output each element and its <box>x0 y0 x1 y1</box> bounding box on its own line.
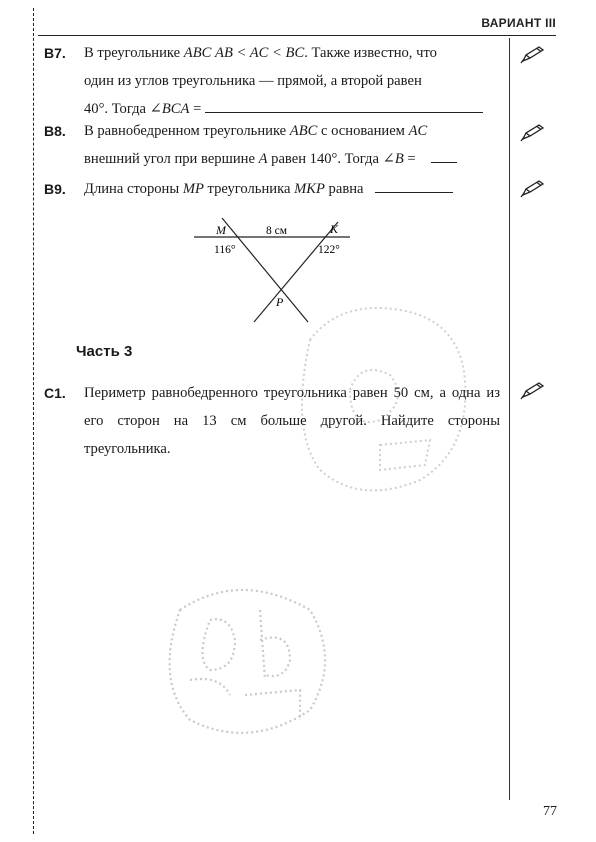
problem-text: В треугольнике <box>84 45 184 61</box>
problem-number: B9. <box>44 181 66 197</box>
math-b: B <box>394 151 404 167</box>
watermark-stamp-lower <box>150 570 340 750</box>
pen-icon <box>519 178 547 198</box>
math-ac: AC <box>408 123 428 139</box>
problem-text: 40°. Тогда ∠ <box>84 101 162 117</box>
problem-b7 <box>44 39 500 123</box>
problem-number: B7. <box>44 45 66 61</box>
problem-number: B8. <box>44 123 66 139</box>
answer-blank[interactable] <box>205 98 483 113</box>
length-label: 8 см <box>266 225 288 237</box>
problem-text: равен 140°. Тогда ∠ <box>267 151 395 167</box>
answer-blank[interactable] <box>375 178 453 193</box>
math-bca: BCA <box>161 101 190 117</box>
problem-c1 <box>44 379 500 463</box>
problem-text: равна <box>324 181 364 197</box>
page-number: 77 <box>543 804 557 819</box>
triangle-figure <box>190 218 360 328</box>
pen-icon <box>519 380 547 400</box>
answer-blank[interactable] <box>431 148 457 163</box>
header-rule <box>38 35 556 36</box>
problem-text: . Также известно, что <box>304 45 437 61</box>
problem-text: = <box>403 151 416 167</box>
math-condition: AB < AC < BC <box>215 45 305 61</box>
problem-text: = <box>189 101 202 117</box>
math-mp: MP <box>182 181 204 197</box>
problem-b9 <box>44 175 500 203</box>
pen-icon <box>519 44 547 64</box>
problem-number: C1. <box>44 385 66 401</box>
label-k: K <box>330 222 339 236</box>
problem-text: В равнобедренном треугольнике <box>84 123 290 139</box>
label-p: P <box>276 295 284 309</box>
math-a: A <box>258 151 268 167</box>
math-mkp: MKP <box>294 181 325 197</box>
problem-text: Длина стороны <box>84 181 183 197</box>
math-abc: ABC <box>289 123 318 139</box>
problem-b8 <box>44 117 500 173</box>
label-m: M <box>216 223 226 237</box>
angle-k-label: 122° <box>318 244 340 256</box>
side-mp <box>222 218 308 322</box>
problem-text: внешний угол при вершине <box>84 151 259 167</box>
variant-header: ВАРИАНТ III <box>481 16 556 30</box>
answer-column-divider <box>509 38 510 800</box>
pen-icon <box>519 122 547 142</box>
section-title: Часть 3 <box>76 343 133 360</box>
problem-text: треугольника <box>203 181 295 197</box>
math-abc: ABC <box>183 45 212 61</box>
problem-text: с основанием <box>317 123 409 139</box>
cut-line <box>33 8 34 834</box>
angle-m-label: 116° <box>214 244 236 256</box>
problem-text: один из углов треугольника — прямой, а второй равен <box>84 73 422 89</box>
problem-text: Периметр равнобедренного треугольника равен 50 см, а одна из его сторон на 13 см больше другой. Найдите стороны треугольника. <box>84 385 500 457</box>
